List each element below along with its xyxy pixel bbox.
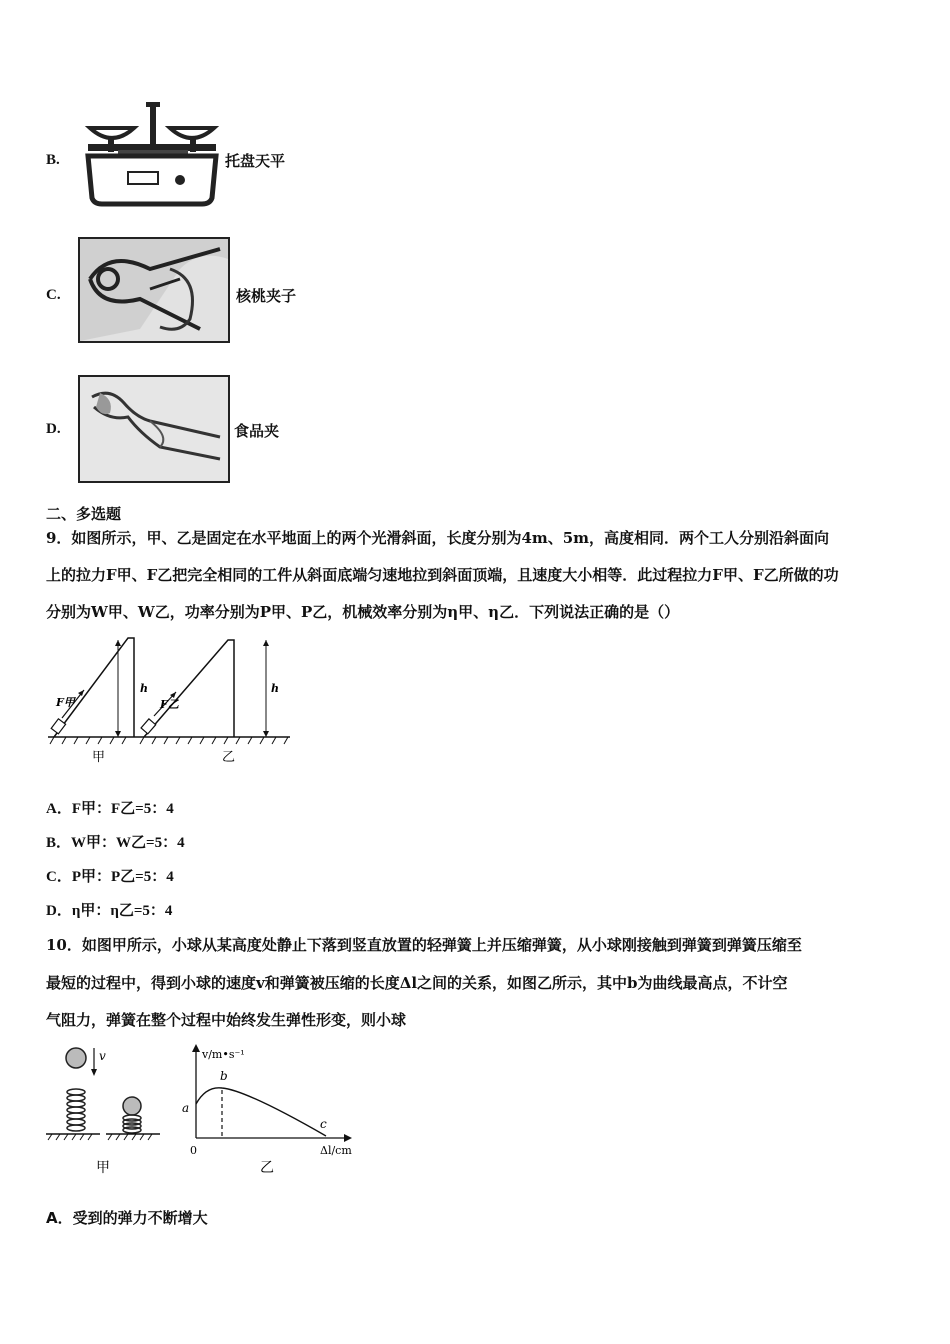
q10-point-a: a: [182, 1101, 190, 1115]
q10-x-axis-label: Δl/cm: [320, 1144, 352, 1157]
q10-point-c: c: [320, 1117, 327, 1131]
option-c-caption: 核桃夹子: [236, 287, 297, 305]
q9-label-jia: 甲: [92, 750, 106, 765]
q9-option-d-letter: D．: [46, 903, 72, 919]
q9-option-c[interactable]: [46, 865, 174, 886]
option-b-caption: 托盘天平: [225, 152, 286, 170]
q9-option-c-text: P甲：P乙=5：4: [71, 869, 174, 885]
q9-option-d[interactable]: [46, 899, 172, 920]
q9-line-2: 上的拉力F甲、F乙把完全相同的工件从斜面底端匀速地拉到斜面顶端，且速度大小相等．此过程拉力F甲、F乙所做的功: [46, 566, 839, 584]
q9-label-yi: 乙: [222, 750, 236, 765]
q9-option-b[interactable]: [46, 831, 185, 852]
q9-option-b-letter: B．: [46, 835, 72, 851]
q10-label-yi: 乙: [260, 1160, 274, 1176]
q9-height-left-label: h: [140, 682, 148, 695]
q10-option-a[interactable]: A．受到的弹力不断增大: [46, 1209, 208, 1227]
nutcracker-icon: [78, 237, 230, 343]
q9-line-1: 9．如图所示，甲、乙是固定在水平地面上的两个光滑斜面，长度分别为4m、5m，高度相同．两个工人分别沿斜面向: [46, 529, 830, 547]
food-tongs-icon: [78, 375, 230, 483]
q10-line-1: 10．如图甲所示，小球从某高度处静止下落到竖直放置的轻弹簧上并压缩弹簧，从小球刚接触到弹簧到弹簧压缩至: [46, 936, 802, 954]
q10-label-jia: 甲: [96, 1160, 110, 1176]
balance-scale-icon: [82, 100, 222, 210]
q10-velocity-graph: [176, 1042, 366, 1180]
q10-velocity-curve: [196, 1088, 326, 1136]
q9-option-a[interactable]: [46, 797, 174, 818]
q9-option-a-letter: A．: [46, 801, 72, 817]
q9-option-a-text: F甲：F乙=5：4: [71, 801, 174, 817]
q9-option-d-text: η甲：η乙=5：4: [71, 903, 173, 919]
q10-line-3: 气阻力，弹簧在整个过程中始终发生弹性形变，则小球: [46, 1011, 407, 1029]
q10-velocity-label: v: [99, 1049, 106, 1063]
q10-y-axis-label: v/m•s⁻¹: [202, 1048, 245, 1061]
q9-inclines-figure: [44, 634, 294, 766]
option-b-letter: B.: [46, 152, 60, 168]
q10-spring-figure: [40, 1042, 170, 1182]
q9-force-right-label: F乙: [160, 698, 179, 711]
q9-option-c-letter: C．: [46, 869, 72, 885]
q10-line-2: 最短的过程中，得到小球的速度v和弹簧被压缩的长度Δl之间的关系，如图乙所示，其中b为曲线最高点，不计空: [46, 974, 788, 992]
q9-height-right-label: h: [271, 682, 279, 695]
section-heading: 二、多选题: [46, 505, 122, 523]
q10-origin-label: 0: [190, 1144, 197, 1157]
q9-line-3: 分别为W甲、W乙，功率分别为P甲、P乙，机械效率分别为η甲、η乙．下列说法正确的是（）: [46, 603, 680, 621]
q9-option-b-text: W甲：W乙=5：4: [71, 835, 185, 851]
q9-force-left-label: F甲: [56, 696, 75, 709]
option-d-letter: D.: [46, 421, 61, 437]
option-d-caption: 食品夹: [234, 422, 280, 440]
option-c-letter: C.: [46, 287, 61, 303]
q10-point-b: b: [220, 1069, 228, 1083]
